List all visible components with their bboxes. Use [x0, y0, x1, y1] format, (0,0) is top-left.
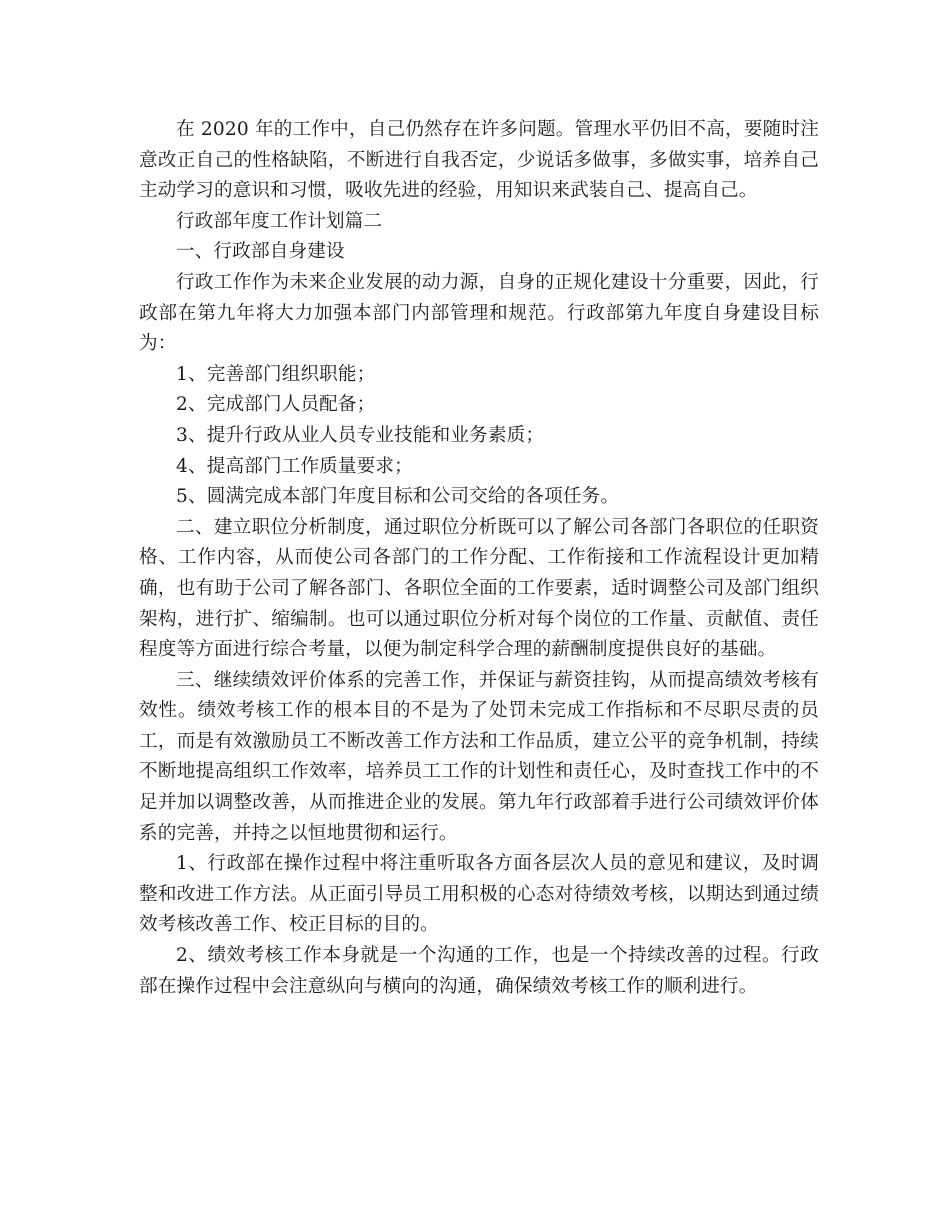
list-item: 1、完善部门组织职能； [176, 363, 376, 385]
paragraph-performance-system: 三、继续绩效评价体系的完善工作，并保证与薪资挂钩，从而提高绩效考核有效性。绩效考核工作的根本目的不是为了处罚未完成工作指标和不尽职尽责的员工，而是有效激励员工不断改善工作方法和工作品质，建立公平的竞争机制，持续不断地提高组织工作效率，培养员工工作的计划性和责任心，及时查找工作中的不足并加以调整改善，从而推进企业的发展。第九年行政部着手进行公司绩效评价体系的完善，并持之以恒地贯彻和运行。 [139, 669, 819, 844]
section-title: 行政部年度工作计划篇二 [176, 210, 383, 232]
paragraph-self-construction: 行政工作作为未来企业发展的动力源，自身的正规化建设十分重要，因此，行政部在第九年将大力加强本部门内部管理和规范。行政部第九年度自身建设目标为： [139, 271, 819, 355]
paragraph-work-summary: 在 2020 年的工作中，自己仍然存在许多问题。管理水平仍旧不高，要随时注意改正自己的性格缺陷，不断进行自我否定，少说话多做事，多做实事，培养自己主动学习的意识和习惯，吸收先进的经验，用知识来武装自己、提高自己。 [139, 119, 819, 202]
list-item: 4、提高部门工作质量要求； [176, 455, 413, 477]
heading-self-construction: 一、行政部自身建设 [176, 241, 345, 263]
paragraph-job-analysis: 二、建立职位分析制度，通过职位分析既可以了解公司各部门各职位的任职资格、工作内容，从而使公司各部门的工作分配、工作衔接和工作流程设计更加精确，也有助于公司了解各部门、各职位全面的工作要素，适时调整公司及部门组织架构，进行扩、缩编制。也可以通过职位分析对每个岗位的工作量、贡献值、责任程度等方面进行综合考量，以便为制定科学合理的薪酬制度提供良好的基础。 [139, 516, 819, 661]
document-body [139, 115, 819, 1002]
list-item: 2、完成部门人员配备； [176, 394, 376, 416]
paragraph-performance-point-2: 2、绩效考核工作本身就是一个沟通的工作，也是一个持续改善的过程。行政部在操作过程中会注意纵向与横向的沟通，确保绩效考核工作的顺利进行。 [139, 945, 819, 997]
list-item: 5、圆满完成本部门年度目标和公司交给的各项任务。 [176, 486, 620, 508]
list-item: 3、提升行政从业人员专业技能和业务素质； [176, 424, 545, 446]
paragraph-performance-point-1: 1、行政部在操作过程中将注重听取各方面各层次人员的意见和建议，及时调整和改进工作方法。从正面引导员工用积极的心态对待绩效考核，以期达到通过绩效考核改善工作、校正目标的目的。 [139, 853, 819, 936]
